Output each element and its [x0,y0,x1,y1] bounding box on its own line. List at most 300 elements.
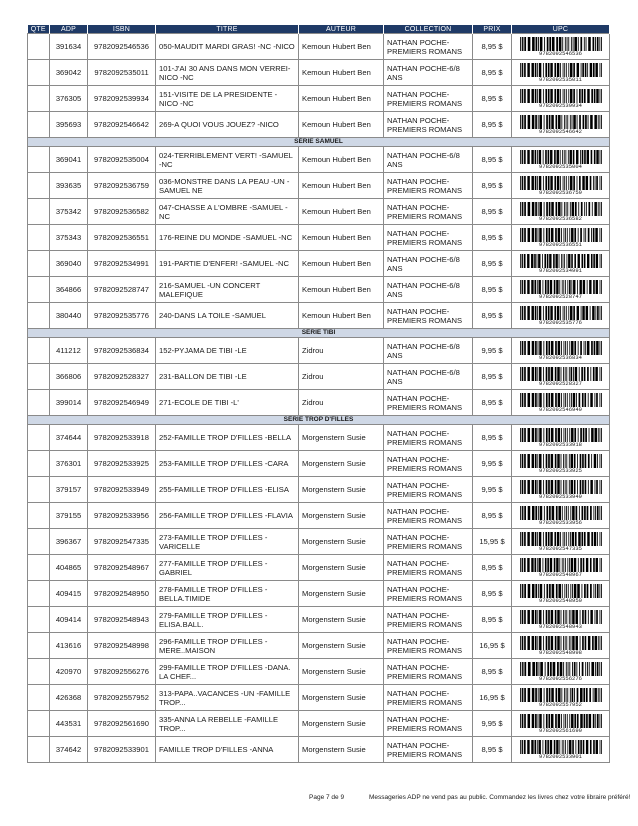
isbn-cell: 9782092556276 [88,659,156,685]
isbn-cell: 9782092561690 [88,711,156,737]
upc-cell [512,451,610,477]
collection-cell: NATHAN POCHE-PREMIERS ROMANS [384,581,473,607]
quantity-cell[interactable] [28,607,50,633]
barcode-number: 9782092536759 [539,188,582,196]
barcode-number: 9782092533956 [539,518,582,526]
barcode-number: 9782092561690 [539,726,582,734]
table-row [28,581,610,607]
collection-cell: NATHAN POCHE-6/8 ANS [384,147,473,173]
upc-cell [512,225,610,251]
isbn-cell: 9782092533949 [88,477,156,503]
barcode-number: 9782092535011 [539,75,582,83]
author-cell: Kemoun Hubert Ben [299,199,384,225]
upc-cell [512,60,610,86]
price-cell: 8,95 $ [473,277,512,303]
title-cell: 240-DANS LA TOILE -SAMUEL [156,303,299,329]
upc-cell [512,173,610,199]
barcode [519,150,603,170]
title-cell: 252-FAMILLE TROP D'FILLES -BELLA [156,425,299,451]
barcode-number: 9782092546642 [539,127,582,135]
collection-cell: NATHAN POCHE-PREMIERS ROMANS [384,529,473,555]
upc-cell [512,303,610,329]
barcode-icon [519,393,603,407]
barcode-number: 9782092547335 [539,544,582,552]
quantity-cell[interactable] [28,477,50,503]
header-adp: ADP [50,25,88,34]
barcode-icon [519,428,603,442]
adp-cell: 443531 [50,711,88,737]
barcode [519,341,603,361]
author-cell: Morgenstern Susie [299,711,384,737]
isbn-cell: 9782092534991 [88,251,156,277]
barcode-number: 9782092533918 [539,440,582,448]
quantity-cell[interactable] [28,199,50,225]
barcode-number: 9782092536551 [539,240,582,248]
section-title: SÉRIE SAMUEL [28,138,610,147]
upc-cell [512,86,610,112]
barcode-icon [519,636,603,650]
collection-cell: NATHAN POCHE-6/8 ANS [384,60,473,86]
price-cell: 8,95 $ [473,60,512,86]
quantity-cell[interactable] [28,581,50,607]
collection-cell: NATHAN POCHE-PREMIERS ROMANS [384,633,473,659]
barcode [519,740,603,760]
table-row [28,338,610,364]
upc-cell [512,711,610,737]
barcode [519,393,603,413]
adp-cell: 393635 [50,173,88,199]
barcode-icon [519,63,603,77]
quantity-cell[interactable] [28,364,50,390]
title-cell: 255-FAMILLE TROP D'FILLES -ELISA [156,477,299,503]
quantity-cell[interactable] [28,277,50,303]
collection-cell: NATHAN POCHE-PREMIERS ROMANS [384,390,473,416]
barcode [519,636,603,656]
isbn-cell: 9782092557952 [88,685,156,711]
barcode [519,89,603,109]
title-cell: 269-A QUOI VOUS JOUEZ? -NICO [156,112,299,138]
price-cell: 8,95 $ [473,86,512,112]
author-cell: Morgenstern Susie [299,737,384,763]
price-cell: 8,95 $ [473,607,512,633]
upc-cell [512,147,610,173]
isbn-cell: 9782092546536 [88,34,156,60]
isbn-cell: 9782092548950 [88,581,156,607]
title-cell: 299-FAMILLE TROP D'FILLES -DANA. LA CHEF... [156,659,299,685]
table-row [28,364,610,390]
barcode-icon [519,280,603,294]
barcode [519,532,603,552]
price-cell: 9,95 $ [473,477,512,503]
barcode-number: 9782092548967 [539,570,582,578]
author-cell: Zidrou [299,338,384,364]
adp-cell: 376305 [50,86,88,112]
barcode-number: 9782092546536 [539,49,582,57]
collection-cell: NATHAN POCHE-PREMIERS ROMANS [384,303,473,329]
adp-cell: 409414 [50,607,88,633]
barcode-icon [519,454,603,468]
title-cell: 191-PARTIE D'ENFER! -SAMUEL -NC [156,251,299,277]
isbn-cell: 9782092548967 [88,555,156,581]
barcode [519,280,603,300]
collection-cell: NATHAN POCHE-PREMIERS ROMANS [384,737,473,763]
table-row [28,737,610,763]
barcode-icon [519,740,603,754]
price-cell: 8,95 $ [473,581,512,607]
barcode [519,63,603,83]
collection-cell: NATHAN POCHE-PREMIERS ROMANS [384,173,473,199]
quantity-cell[interactable] [28,659,50,685]
barcode-icon [519,150,603,164]
adp-cell: 375343 [50,225,88,251]
isbn-cell: 9782092535776 [88,303,156,329]
quantity-cell[interactable] [28,425,50,451]
title-cell: 313-PAPA..VACANCES -UN -FAMILLE TROP... [156,685,299,711]
header-qte: QTE [28,25,50,34]
title-cell: 151-VISITE DE LA PRESIDENTE -NICO -NC [156,86,299,112]
price-cell: 8,95 $ [473,173,512,199]
quantity-cell[interactable] [28,338,50,364]
barcode [519,480,603,500]
upc-cell [512,737,610,763]
barcode [519,558,603,578]
author-cell: Kemoun Hubert Ben [299,251,384,277]
title-cell: 152-PYJAMA DE TIBI -LE [156,338,299,364]
adp-cell: 376301 [50,451,88,477]
barcode-number: 9782092533901 [539,752,582,760]
upc-cell [512,34,610,60]
adp-cell: 391634 [50,34,88,60]
isbn-cell: 9782092533956 [88,503,156,529]
upc-cell [512,477,610,503]
author-cell: Kemoun Hubert Ben [299,225,384,251]
quantity-cell[interactable] [28,303,50,329]
upc-cell [512,199,610,225]
isbn-cell: 9782092533918 [88,425,156,451]
barcode [519,202,603,222]
author-cell: Morgenstern Susie [299,555,384,581]
barcode-icon [519,480,603,494]
isbn-cell: 9782092548998 [88,633,156,659]
adp-cell: 420970 [50,659,88,685]
upc-cell [512,425,610,451]
author-cell: Morgenstern Susie [299,503,384,529]
barcode [519,115,603,135]
barcode-number: 9782092536834 [539,353,582,361]
barcode-icon [519,254,603,268]
isbn-cell: 9782092528327 [88,364,156,390]
price-cell: 9,95 $ [473,711,512,737]
table-row [28,34,610,60]
upc-cell [512,503,610,529]
barcode-number: 9782092548998 [539,648,582,656]
table-row [28,60,610,86]
adp-cell: 409415 [50,581,88,607]
barcode-icon [519,558,603,572]
adp-cell: 369041 [50,147,88,173]
price-cell: 8,95 $ [473,390,512,416]
quantity-cell[interactable] [28,633,50,659]
table-row [28,86,610,112]
title-cell: 216-SAMUEL -UN CONCERT MALEFIQUE [156,277,299,303]
author-cell: Morgenstern Susie [299,685,384,711]
barcode [519,714,603,734]
collection-cell: NATHAN POCHE-PREMIERS ROMANS [384,477,473,503]
price-cell: 8,95 $ [473,251,512,277]
adp-cell: 379157 [50,477,88,503]
price-cell: 9,95 $ [473,338,512,364]
author-cell: Morgenstern Susie [299,659,384,685]
barcode-icon [519,37,603,51]
collection-cell: NATHAN POCHE-6/8 ANS [384,277,473,303]
price-cell: 8,95 $ [473,425,512,451]
adp-cell: 369042 [50,60,88,86]
title-cell: 050-MAUDIT MARDI GRAS! -NC -NICO [156,34,299,60]
collection-cell: NATHAN POCHE-PREMIERS ROMANS [384,451,473,477]
table-row [28,685,610,711]
collection-cell: NATHAN POCHE-PREMIERS ROMANS [384,86,473,112]
upc-cell [512,338,610,364]
collection-cell: NATHAN POCHE-6/8 ANS [384,338,473,364]
collection-cell: NATHAN POCHE-6/8 ANS [384,251,473,277]
barcode-number: 9782092548950 [539,596,582,604]
price-cell: 8,95 $ [473,34,512,60]
upc-cell [512,112,610,138]
title-cell: 176-REINE DU MONDE -SAMUEL -NC [156,225,299,251]
barcode-icon [519,506,603,520]
barcode [519,454,603,474]
quantity-cell[interactable] [28,737,50,763]
quantity-cell[interactable] [28,685,50,711]
adp-cell: 375342 [50,199,88,225]
title-cell: 277-FAMILLE TROP D'FILLES -GABRIEL [156,555,299,581]
barcode [519,306,603,326]
table-row [28,173,610,199]
footer-message: Messageries ADP ne vend pas au public. Commandez les livres chez votre libraire préféré! [369,794,631,801]
price-cell: 8,95 $ [473,303,512,329]
header-auteur: AUTEUR [299,25,384,34]
price-cell: 8,95 $ [473,225,512,251]
section-header-row [28,138,610,147]
author-cell: Kemoun Hubert Ben [299,173,384,199]
barcode-number: 9782092546949 [539,405,582,413]
adp-cell: 374644 [50,425,88,451]
barcode [519,176,603,196]
header-titre: TITRE [156,25,299,34]
isbn-cell: 9782092533925 [88,451,156,477]
adp-cell: 374642 [50,737,88,763]
barcode-number: 9782092556276 [539,674,582,682]
barcode [519,254,603,274]
title-cell: 036-MONSTRE DANS LA PEAU -UN -SAMUEL NE [156,173,299,199]
adp-cell: 404865 [50,555,88,581]
adp-cell: 399014 [50,390,88,416]
barcode-number: 9782092535004 [539,162,582,170]
header-isbn: ISBN [88,25,156,34]
header-collection: COLLECTION [384,25,473,34]
table-row [28,451,610,477]
title-cell: 335-ANNA LA REBELLE -FAMILLE TROP... [156,711,299,737]
barcode-icon [519,688,603,702]
price-cell: 8,95 $ [473,503,512,529]
author-cell: Zidrou [299,364,384,390]
price-cell: 8,95 $ [473,199,512,225]
isbn-cell: 9782092548943 [88,607,156,633]
barcode-icon [519,306,603,320]
barcode [519,662,603,682]
table-row [28,633,610,659]
barcode [519,367,603,387]
section-header-row [28,416,610,425]
title-cell: FAMILLE TROP D'FILLES -ANNA [156,737,299,763]
barcode-icon [519,115,603,129]
table-row [28,225,610,251]
isbn-cell: 9782092547335 [88,529,156,555]
author-cell: Zidrou [299,390,384,416]
upc-cell [512,251,610,277]
adp-cell: 395693 [50,112,88,138]
author-cell: Kemoun Hubert Ben [299,34,384,60]
barcode-icon [519,532,603,546]
title-cell: 279-FAMILLE TROP D'FILLES -ELISA.BALL. [156,607,299,633]
upc-cell [512,685,610,711]
table-row [28,477,610,503]
barcode-icon [519,176,603,190]
quantity-cell[interactable] [28,112,50,138]
upc-cell [512,529,610,555]
adp-cell: 411212 [50,338,88,364]
title-cell: 273-FAMILLE TROP D'FILLES -VARICELLE [156,529,299,555]
collection-cell: NATHAN POCHE-PREMIERS ROMANS [384,425,473,451]
isbn-cell: 9782092533901 [88,737,156,763]
author-cell: Morgenstern Susie [299,633,384,659]
isbn-cell: 9782092536759 [88,173,156,199]
adp-cell: 369040 [50,251,88,277]
title-cell: 278-FAMILLE TROP D'FILLES -BELLA.TIMIDE [156,581,299,607]
catalog-table [27,25,610,763]
quantity-cell[interactable] [28,451,50,477]
barcode-number: 9782092557952 [539,700,582,708]
isbn-cell: 9782092535011 [88,60,156,86]
isbn-cell: 9782092535004 [88,147,156,173]
barcode-number: 9782092528327 [539,379,582,387]
barcode-number: 9782092539934 [539,101,582,109]
barcode-icon [519,367,603,381]
price-cell: 16,95 $ [473,685,512,711]
quantity-cell[interactable] [28,529,50,555]
quantity-cell[interactable] [28,390,50,416]
barcode [519,584,603,604]
collection-cell: NATHAN POCHE-PREMIERS ROMANS [384,34,473,60]
table-row [28,659,610,685]
title-cell: 101-J'AI 30 ANS DANS MON VERREI-NICO -NC [156,60,299,86]
table-row [28,503,610,529]
author-cell: Kemoun Hubert Ben [299,147,384,173]
quantity-cell[interactable] [28,251,50,277]
adp-cell: 379155 [50,503,88,529]
author-cell: Morgenstern Susie [299,581,384,607]
barcode-number: 9782092534991 [539,266,582,274]
author-cell: Kemoun Hubert Ben [299,112,384,138]
author-cell: Kemoun Hubert Ben [299,277,384,303]
table-row [28,147,610,173]
upc-cell [512,390,610,416]
quantity-cell[interactable] [28,147,50,173]
adp-cell: 396367 [50,529,88,555]
title-cell: 296-FAMILLE TROP D'FILLES -MERE..MAISON [156,633,299,659]
isbn-cell: 9782092536551 [88,225,156,251]
quantity-cell[interactable] [28,60,50,86]
author-cell: Morgenstern Susie [299,477,384,503]
price-cell: 16,95 $ [473,633,512,659]
barcode [519,506,603,526]
quantity-cell[interactable] [28,225,50,251]
adp-cell: 366806 [50,364,88,390]
quantity-cell[interactable] [28,711,50,737]
quantity-cell[interactable] [28,555,50,581]
quantity-cell[interactable] [28,503,50,529]
table-row [28,711,610,737]
page-number: Page 7 de 9 [309,794,345,801]
collection-cell: NATHAN POCHE-PREMIERS ROMANS [384,503,473,529]
price-cell: 8,95 $ [473,364,512,390]
barcode-icon [519,202,603,216]
barcode [519,37,603,57]
quantity-cell[interactable] [28,34,50,60]
collection-cell: NATHAN POCHE-PREMIERS ROMANS [384,685,473,711]
title-cell: 231-BALLON DE TIBI -LE [156,364,299,390]
barcode-icon [519,714,603,728]
quantity-cell[interactable] [28,86,50,112]
barcode-number: 9782092533925 [539,466,582,474]
price-cell: 8,95 $ [473,555,512,581]
header-prix: PRIX [473,25,512,34]
table-row [28,529,610,555]
table-row [28,303,610,329]
isbn-cell: 9782092536582 [88,199,156,225]
price-cell: 8,95 $ [473,112,512,138]
barcode-icon [519,341,603,355]
title-cell: 256-FAMILLE TROP D'FILLES -FLAVIA [156,503,299,529]
collection-cell: NATHAN POCHE-PREMIERS ROMANS [384,112,473,138]
author-cell: Kemoun Hubert Ben [299,86,384,112]
title-cell: 024-TERRIBLEMENT VERT! -SAMUEL -NC [156,147,299,173]
table-row [28,555,610,581]
barcode-number: 9782092533949 [539,492,582,500]
quantity-cell[interactable] [28,173,50,199]
upc-cell [512,659,610,685]
header-upc: UPC [512,25,610,34]
barcode-icon [519,228,603,242]
isbn-cell: 9782092536834 [88,338,156,364]
table-header [28,25,610,34]
author-cell: Kemoun Hubert Ben [299,60,384,86]
author-cell: Morgenstern Susie [299,529,384,555]
barcode-icon [519,610,603,624]
table-row [28,251,610,277]
price-cell: 15,95 $ [473,529,512,555]
table-row [28,112,610,138]
collection-cell: NATHAN POCHE-PREMIERS ROMANS [384,711,473,737]
isbn-cell: 9782092546642 [88,112,156,138]
section-header-row [28,329,610,338]
table-row [28,199,610,225]
upc-cell [512,633,610,659]
upc-cell [512,581,610,607]
section-title: SÉRIE TROP D'FILLES [28,416,610,425]
collection-cell: NATHAN POCHE-PREMIERS ROMANS [384,199,473,225]
title-cell: 047-CHASSE A L'OMBRE -SAMUEL -NC [156,199,299,225]
